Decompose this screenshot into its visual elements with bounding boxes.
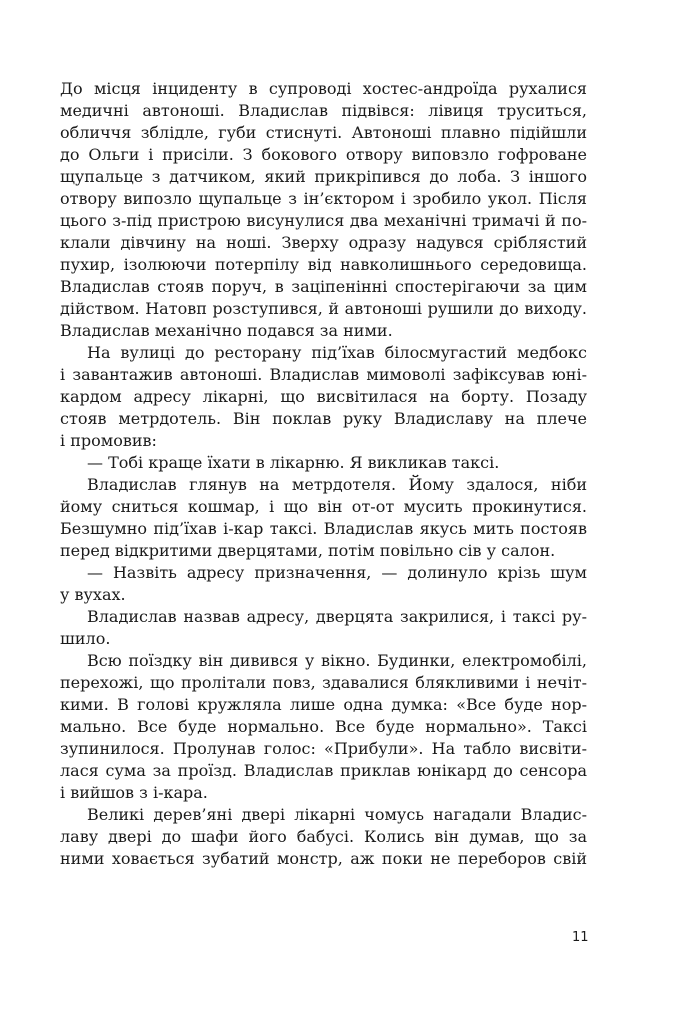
- text-line-10: Владислав стояв поруч, в заціпенінні спостерігаючи за цим: [60, 277, 587, 296]
- text-line-34: Великі дерев’яні двері лікарні чомусь нагадали Владис-: [87, 805, 587, 824]
- text-line-21: Безшумно під’їхав і-кар таксі. Владислав якусь мить постояв: [60, 519, 587, 538]
- text-line-27: Всю поїздку він дивився у вікно. Будинки, електромобілі,: [87, 651, 587, 670]
- text-line-17: і промовив:: [60, 431, 157, 450]
- text-line-33: і вийшов з і-кара.: [60, 783, 208, 802]
- book-page-text: [60, 78, 587, 870]
- text-line-26: шило.: [60, 629, 111, 648]
- text-line-30: мально. Все буде нормально. Все буде нормально». Таксі: [60, 717, 587, 736]
- text-line-22: перед відкритими дверцятами, потім повільно сів у салон.: [60, 541, 556, 560]
- text-line-13: На вулиці до ресторану під’їхав білосмугастий медбокс: [87, 343, 587, 362]
- text-line-8: клали дівчину на ноші. Зверху одразу надувся сріблястий: [60, 233, 587, 252]
- text-line-15: кардом адресу лікарні, що висвітилася на борту. Позаду: [60, 387, 587, 406]
- text-line-11: дійством. Натовп розступився, й автоноші рушили до виходу.: [60, 299, 587, 318]
- text-line-7: цього з-під пристрою висунулися два механічні тримачі й по-: [60, 211, 587, 230]
- text-line-12: Владислав механічно подався за ними.: [60, 321, 393, 340]
- text-line-9: пухир, ізолюючи потерпілу від навколишнього середовища.: [60, 255, 587, 274]
- text-line-6: отвору випозло щупальце з ін’єктором і зробило укол. Після: [60, 189, 587, 208]
- text-line-19: Владислав глянув на метрдотеля. Йому здалося, ніби: [87, 475, 587, 494]
- text-line-24: у вухах.: [60, 585, 126, 604]
- text-line-18: — Тобі краще їхати в лікарню. Я викликав таксі.: [87, 453, 500, 472]
- page-number: 11: [572, 930, 589, 945]
- text-line-16: стояв метрдотель. Він поклав руку Владиславу на плече: [60, 409, 587, 428]
- text-line-25: Владислав назвав адресу, дверцята закрилися, і таксі ру-: [87, 607, 587, 626]
- text-line-4: до Ольги і присіли. З бокового отвору виповзло гофроване: [60, 145, 587, 164]
- text-line-1: До місця інциденту в супроводі хостес-андроїда рухалися: [60, 79, 587, 98]
- text-line-20: йому сниться кошмар, і що він от-от мусить прокинутися.: [60, 497, 587, 516]
- text-line-3: обличчя зблідле, губи стиснуті. Автоноші плавно підійшли: [60, 123, 587, 142]
- text-line-32: лася сума за проїзд. Владислав приклав юнікард до сенсора: [60, 761, 587, 780]
- text-line-14: і завантажив автоноші. Владислав мимоволі зафіксував юні-: [60, 365, 587, 384]
- text-line-29: кими. В голові кружляла лише одна думка: «Все буде нор-: [60, 695, 587, 714]
- text-line-28: перехожі, що пролітали повз, здавалися блякливими і нечіт-: [60, 673, 587, 692]
- text-line-31: зупинилося. Пролунав голос: «Прибули». На табло висвіти-: [60, 739, 587, 758]
- text-line-5: щупальце з датчиком, який прикріпився до лоба. З іншого: [60, 167, 587, 186]
- text-line-2: медичні автоноші. Владислав підвівся: лівиця труситься,: [60, 101, 587, 120]
- text-line-36: ними ховається зубатий монстр, аж поки не переборов свій: [60, 849, 587, 868]
- text-line-35: лаву двері до шафи його бабусі. Колись він думав, що за: [60, 827, 587, 846]
- text-line-23: — Назвіть адресу призначення, — долинуло крізь шум: [87, 563, 587, 582]
